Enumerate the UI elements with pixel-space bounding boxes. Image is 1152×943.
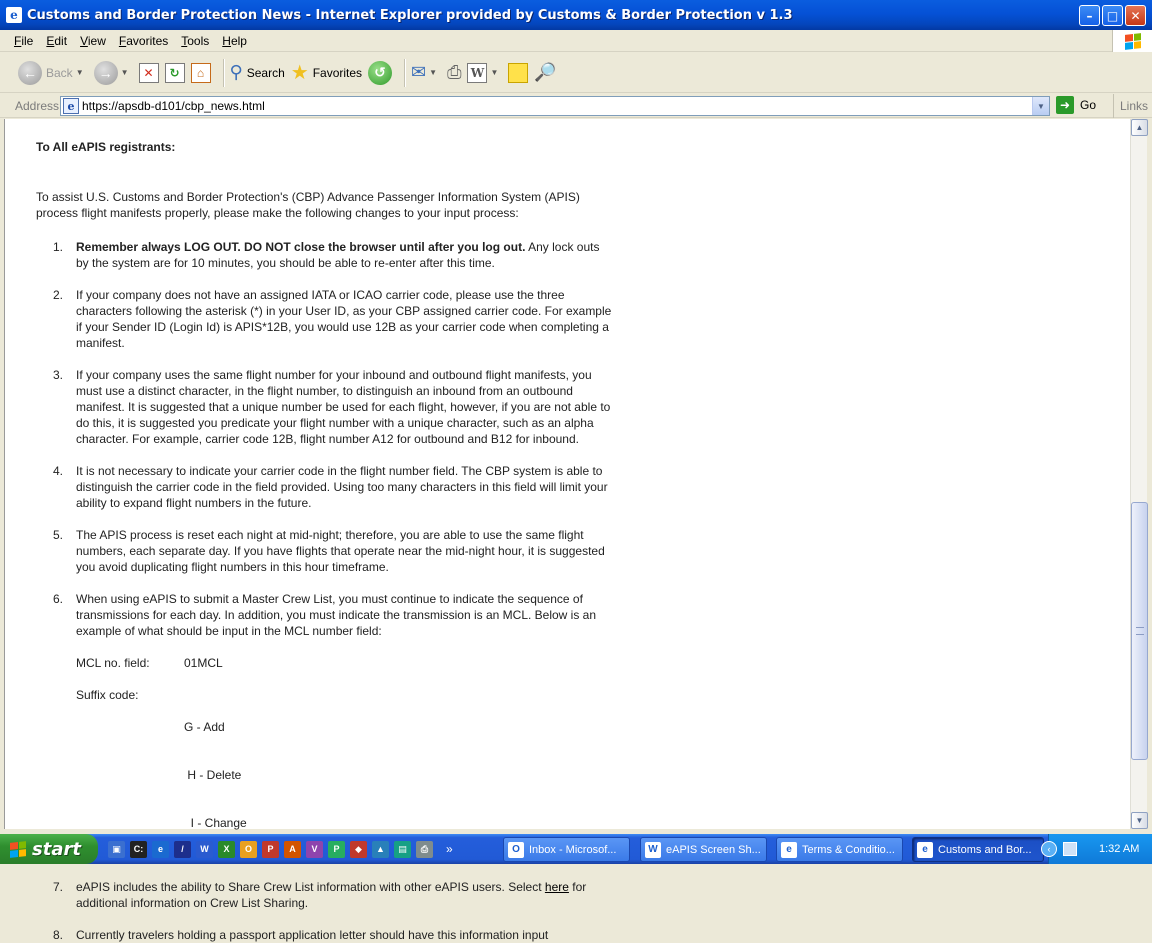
list-item: 7. eAPIS includes the ability to Share Crew List information with other eAPIS users. Select here for additional information on Crew List Sharing.: [53, 880, 587, 910]
menu-favorites[interactable]: Favorites: [118, 33, 169, 48]
excel-icon[interactable]: X: [218, 841, 235, 858]
window-title: Customs and Border Protection News - Internet Explorer provided by Customs & Border Protection v 1.3: [27, 7, 793, 23]
task-terms-conditions[interactable]: e Terms & Conditio...: [776, 837, 903, 862]
task-inbox[interactable]: O Inbox - Microsof...: [503, 837, 630, 862]
list-item: 8. Currently travelers holding a passport application letter should have this information input: [53, 928, 549, 942]
discuss-button[interactable]: [508, 58, 528, 88]
favorites-button[interactable]: ★ Favorites: [290, 62, 363, 84]
book-icon[interactable]: ▤: [394, 841, 411, 858]
menu-tools[interactable]: Tools: [181, 33, 210, 48]
outlook-icon[interactable]: O: [240, 841, 257, 858]
show-desktop-icon[interactable]: ▣: [108, 841, 125, 858]
address-dropdown-icon[interactable]: ▼: [1032, 97, 1049, 115]
intro-paragraph: To assist U.S. Customs and Border Protection's (CBP) Advance Passenger Information System (APIS) process flight manifests properly, please make the following changes to your input process:: [36, 190, 580, 220]
page-icon: e: [63, 98, 79, 114]
task-customs-border[interactable]: e Customs and Bor...: [912, 837, 1044, 862]
printer-icon: ⎙: [447, 62, 462, 82]
list-item: 1. Remember always LOG OUT. DO NOT close the browser until after you log out. Any lock outs by the system are for 10 minutes, you should be able to re-enter after this time.: [53, 240, 600, 270]
scroll-up-icon[interactable]: ▲: [1131, 119, 1148, 136]
network-icon[interactable]: ▲: [372, 841, 389, 858]
ie-icon: e: [6, 7, 22, 23]
list-item: 5. The APIS process is reset each night at mid-night; therefore, you are able to use the same flight numbers, each separate day. If you have flights that operate near the mid-night hour, it is suggested you avoid duplicating flight numbers in this hour timeframe.: [53, 528, 605, 574]
stop-icon: ✕: [139, 63, 159, 83]
note-icon: [508, 63, 528, 83]
menu-file[interactable]: File: [14, 33, 34, 48]
forward-button[interactable]: [94, 58, 133, 88]
clock[interactable]: 1:32 AM: [1099, 843, 1140, 855]
back-button[interactable]: ← Back ▼: [18, 58, 88, 88]
list-item: 6. When using eAPIS to submit a Master Crew List, you must continue to indicate the sequence of transmissions for each day. In addition, you must indicate the transmission is an MCL. Below is an example of what should be input in the MCL number field: MCL no. field: 01MCL Suffix code: G - Add H - Delete I - Change: [36, 591, 615, 863]
history-icon: ↺: [368, 61, 392, 85]
word-edit-icon: W: [467, 63, 487, 83]
address-url[interactable]: https://apsdb-d101/cbp_news.html: [82, 99, 265, 113]
access-icon[interactable]: A: [284, 841, 301, 858]
home-button[interactable]: [191, 58, 211, 88]
toolbar-separator: [404, 59, 405, 87]
go-button[interactable]: ➜ Go: [1056, 96, 1096, 114]
go-arrow-icon: ➜: [1056, 96, 1074, 114]
search-icon: ⚲: [229, 62, 243, 82]
search-button[interactable]: ⚲ Search: [229, 62, 285, 82]
address-input[interactable]: [60, 96, 1050, 116]
forward-dropdown-icon[interactable]: ▼: [120, 68, 129, 77]
news-document: [5, 119, 615, 943]
refresh-button[interactable]: [165, 58, 185, 88]
home-icon: ⌂: [191, 63, 211, 83]
star-icon: ★: [290, 62, 309, 84]
quick-launch: [108, 841, 453, 858]
back-dropdown-icon[interactable]: ▼: [75, 68, 84, 77]
edit-dropdown-icon[interactable]: ▼: [490, 68, 499, 77]
address-label: Address: [15, 98, 60, 113]
taskbar: [0, 834, 1152, 864]
command-prompt-icon[interactable]: C:: [130, 841, 147, 858]
menu-bar: [0, 30, 1152, 52]
close-button[interactable]: ✕: [1125, 5, 1146, 26]
crew-list-sharing-link[interactable]: here: [544, 880, 569, 894]
menu-help[interactable]: Help: [222, 33, 247, 48]
pen-tool-icon[interactable]: /: [174, 841, 191, 858]
list-item: 2. If your company does not have an assigned IATA or ICAO carrier code, please use the three characters following the asterisk (*) in your User ID, as your CBP assigned carrier code. For example if your Sender ID (Login Id) is APIS*12B, you would use 12B as your carrier code when completing a manifest.: [53, 288, 612, 350]
mail-button[interactable]: [411, 58, 441, 88]
links-button[interactable]: Links: [1113, 94, 1148, 118]
task-eapis-screenshots[interactable]: W eAPIS Screen Sh...: [640, 837, 767, 862]
refresh-icon: ↻: [165, 63, 185, 83]
windows-flag-icon: [10, 841, 26, 858]
scroll-down-icon[interactable]: ▼: [1131, 812, 1148, 829]
mail-icon: ✉: [411, 62, 427, 82]
network-status-icon[interactable]: [1063, 842, 1077, 856]
powerpoint-icon[interactable]: P: [262, 841, 279, 858]
list-item: 4. It is not necessary to indicate your carrier code in the flight number field. The CBP system is able to distinguish the carrier code in the field provided. Using too many characters in this field will limit your ability to expand flight numbers in the future.: [53, 464, 608, 510]
address-bar: [0, 94, 1152, 118]
history-button[interactable]: [368, 58, 392, 88]
menu-edit[interactable]: Edit: [46, 33, 68, 48]
visio-icon[interactable]: V: [306, 841, 323, 858]
toolbar-separator: [223, 59, 224, 87]
forward-arrow-icon: →: [94, 61, 118, 85]
window-controls: [1079, 5, 1146, 26]
windows-logo-icon: [1112, 30, 1152, 52]
internet-explorer-icon[interactable]: e: [152, 841, 169, 858]
start-button[interactable]: start: [0, 834, 98, 864]
title-bar: [0, 0, 1152, 30]
vertical-scrollbar[interactable]: [1130, 119, 1147, 829]
page-heading: To All eAPIS registrants:: [36, 140, 176, 154]
research-button[interactable]: [534, 58, 556, 88]
suffix-code-example: Suffix code: G - Add H - Delete I - Change: [76, 688, 247, 830]
mcl-example: MCL no. field: 01MCL: [76, 656, 223, 670]
printer-queue-icon[interactable]: ⎙: [416, 841, 433, 858]
minimize-button[interactable]: –: [1079, 5, 1100, 26]
stop-button[interactable]: [139, 58, 159, 88]
research-icon: 🔎: [534, 62, 557, 82]
list-item: 3. If your company uses the same flight number for your inbound and outbound flight manifests, you must use a distinct character, in the flight number, to distinguish an inbound from an outbound manifest. It is suggested that a unique number be used for each flight, however, if you are not able to do this, it is suggested you predicate your flight number with a unique character, such as an alpha character. For example, carrier code 12B, flight number A12 for outbound and B12 for inbound.: [53, 368, 611, 446]
show-hidden-icons-icon[interactable]: ‹: [1041, 841, 1057, 857]
maximize-button[interactable]: □: [1102, 5, 1123, 26]
publisher-icon[interactable]: P: [328, 841, 345, 858]
standard-toolbar: [0, 53, 1152, 93]
word-icon[interactable]: W: [196, 841, 213, 858]
system-tray: [1048, 834, 1152, 864]
scrollbar-thumb[interactable]: [1131, 502, 1148, 760]
back-arrow-icon: ←: [18, 61, 42, 85]
quick-launch-more-icon[interactable]: »: [446, 842, 453, 856]
acrobat-icon[interactable]: ◆: [350, 841, 367, 858]
print-button[interactable]: [447, 58, 461, 88]
mail-dropdown-icon[interactable]: ▼: [429, 68, 438, 77]
menu-view[interactable]: View: [80, 33, 106, 48]
edit-button[interactable]: [467, 58, 502, 88]
